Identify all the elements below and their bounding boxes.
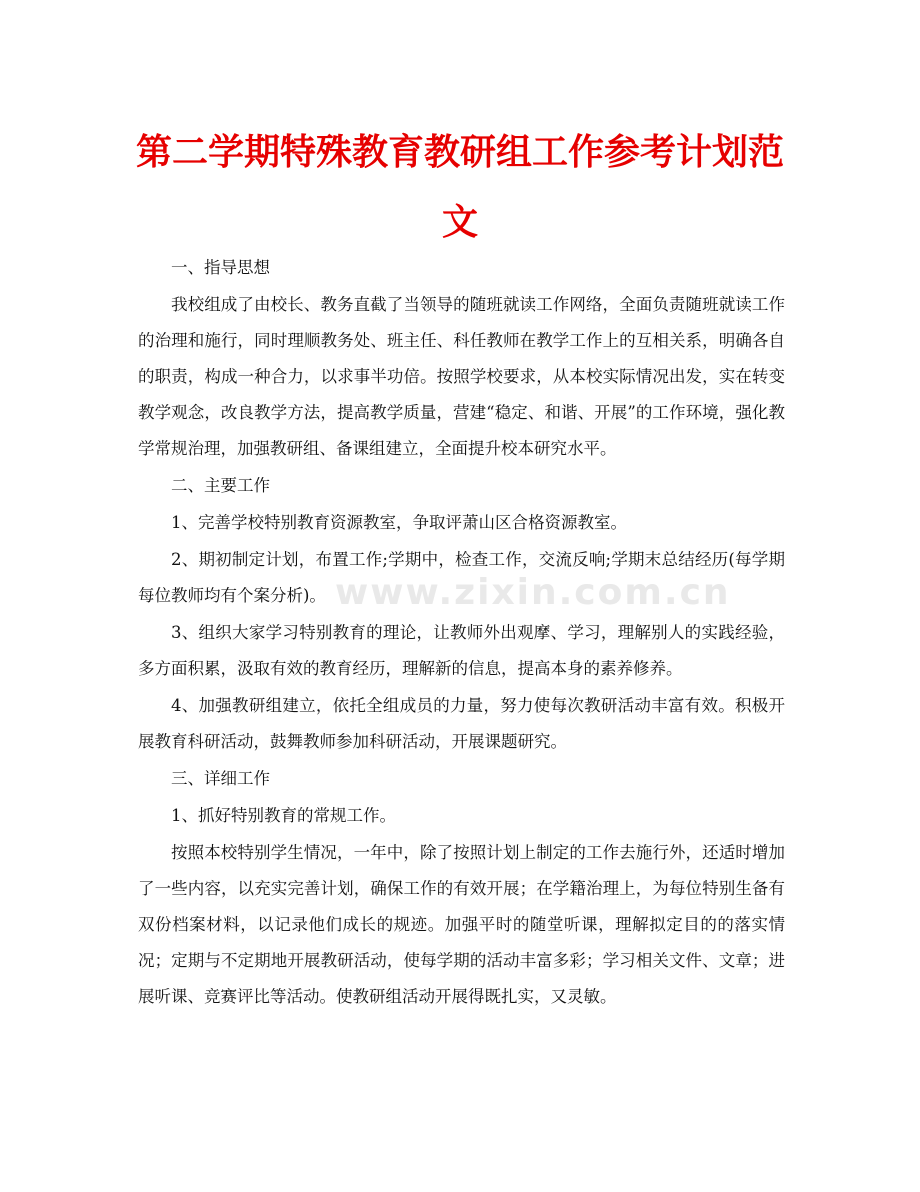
list-item: 3、组织大家学习特别教育的理论，让教师外出观摩、学习，理解别人的实践经验，多方面积累，汲取有效的教育经历，理解新的信息，提高本身的素养修养。 bbox=[138, 623, 785, 678]
document-title: 第二学期特殊教育教研组工作参考计划范文 bbox=[135, 132, 784, 243]
list-item: 1、抓好特别教育的常规工作。 bbox=[171, 806, 396, 825]
section-heading-guiding-thought: 一、指导思想 bbox=[171, 258, 270, 277]
section-heading-detailed-work: 三、详细工作 bbox=[171, 769, 270, 788]
list-item: 4、加强教研组建立，依托全组成员的力量，努力使每次教研活动丰富有效。积极开展教育科研活动，鼓舞教师参加科研活动，开展课题研究。 bbox=[138, 696, 785, 751]
watermark: www.zixin.com.cn bbox=[335, 572, 731, 613]
list-item: 1、完善学校特别教育资源教室，争取评萧山区合格资源教室。 bbox=[171, 513, 627, 532]
body-paragraph: 我校组成了由校长、教务直截了当领导的随班就读工作网络，全面负责随班就读工作的治理和施行，同时理顺教务处、班主任、科任教师在教学工作上的互相关系，明确各自的职责，构成一种合力，以求事半功倍。按照学校要求，从本校实际情况出发，实在转变教学观念，改良教学方法，提高教学质量，营建“稳定、和谐、开展”的工作环境，强化教学常规治理，加强教研组、备课组建立，全面提升校本研究水平。 bbox=[138, 295, 785, 458]
body-paragraph: 按照本校特别学生情况，一年中，除了按照计划上制定的工作去施行外，还适时增加了一些内容，以充实完善计划，确保工作的有效开展；在学籍治理上，为每位特别生备有双份档案材料，以记录他们成长的规迹。加强平时的随堂听课，理解拟定目的的落实情况；定期与不定期地开展教研活动，使每学期的活动丰富多彩；学习相关文件、文章；进展听课、竞赛评比等活动。使教研组活动开展得既扎实，又灵敏。 bbox=[138, 843, 785, 1006]
list-item: 2、期初制定计划，布置工作;学期中，检查工作，交流反响;学期末总结经历(每学期每位教师均有个案分析)。 bbox=[138, 550, 785, 605]
document-body bbox=[138, 250, 785, 1016]
section-heading-main-work: 二、主要工作 bbox=[171, 476, 270, 495]
